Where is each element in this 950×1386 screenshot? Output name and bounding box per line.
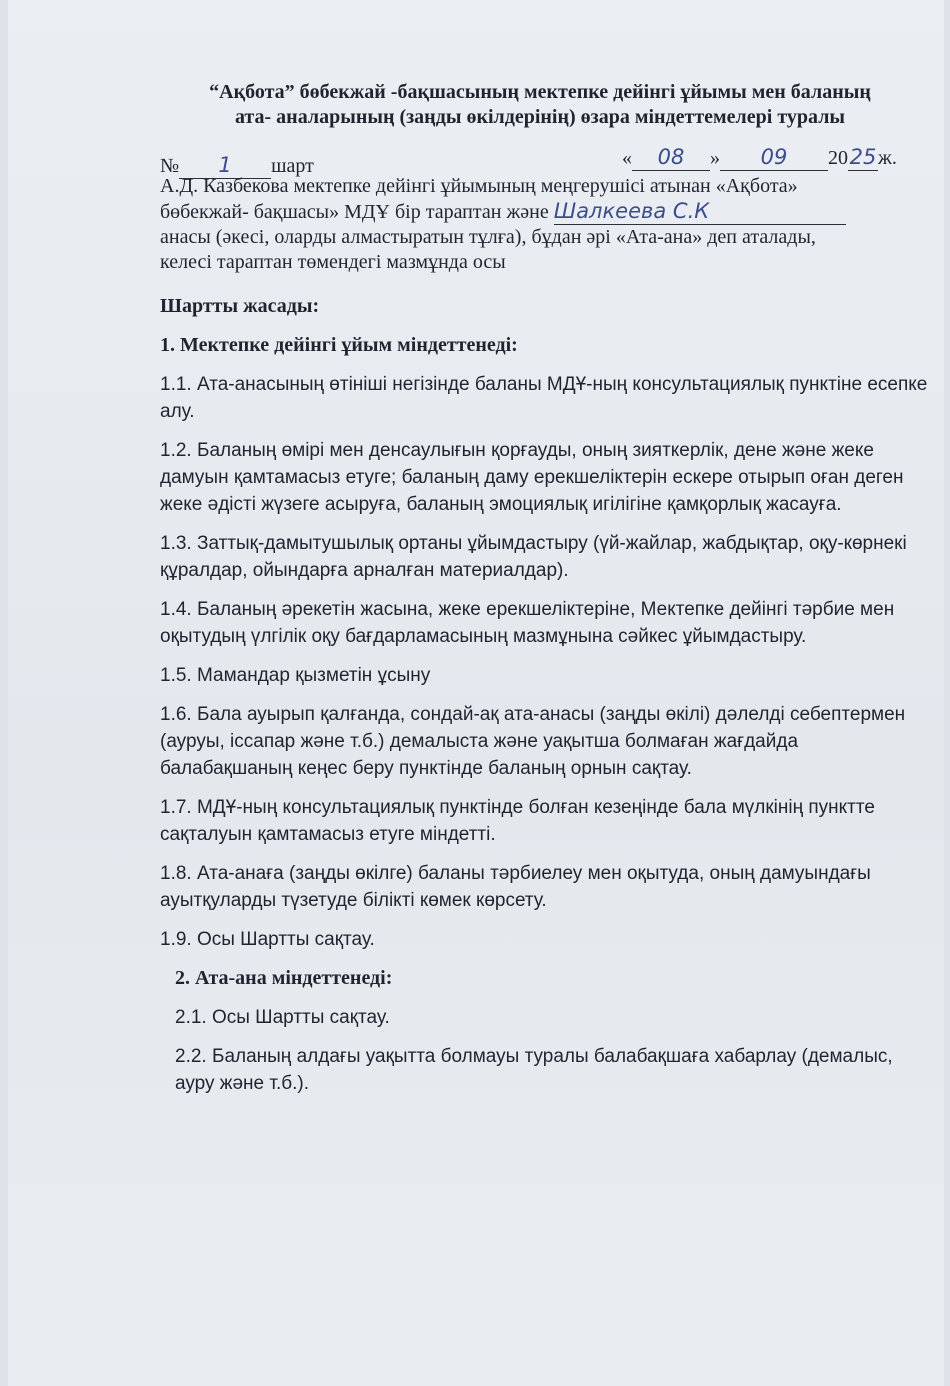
section-1-item-3: 1.3. Заттық-дамытушылық ортаны ұйымдастыру (үй-жайлар, жабдықтар, оқу-көрнекі құралдар, ойындарға арналған материалдар). [160, 533, 907, 581]
title-line-2: ата- аналарының (заңды өкілдерінің) өзара міндеттемелері туралы [234, 106, 846, 128]
title-line-1: “Ақбота” бөбекжай -бақшасының мектепке дейінгі ұйымы мен баланың [209, 81, 871, 103]
section-1-item-7: 1.7. МДҰ-ның консультациялық пунктінде болған кезеңінде бала мүлкінің пунктте сақталуын қамтамасыз етуге міндетті. [160, 797, 875, 845]
section-1-item-4: 1.4. Баланың әрекетін жасына, жеке ерекшеліктеріне, Мектепке дейінгі тәрбие мен оқытудың үлгілік оқу бағдарламасының мазмұнына сәйкес ұйымдастыру. [160, 599, 895, 647]
contract-date [622, 145, 897, 171]
date-year-word: ж. [878, 147, 897, 169]
date-quote-close: » [710, 147, 720, 169]
intro-line-4: келесі тараптан төмендегі мазмұнда осы [160, 251, 506, 273]
section-1-item-6: 1.6. Бала ауырып қалғанда, сондай-ақ ата-анасы (заңды өкілі) дәлелді себептермен (ауруы, іссапар және т.б.) демалыста және уақытша болмаған жағдайда балабақшаның кеңес беру пунктінде баланың орнын сақтау. [160, 704, 906, 779]
contract-word: шарт [271, 155, 314, 177]
section-1-item-5: 1.5. Мамандар қызметін ұсыну [160, 665, 431, 686]
agreement-heading: Шартты жасады: [160, 295, 320, 317]
intro-line-2-text: бөбекжай- бақшасы» МДҰ бір тараптан және [160, 201, 549, 223]
section-1-item-1: 1.1. Ата-анасының өтініші негізінде баланы МДҰ-ның консультациялық пунктіне есепке алу. [160, 374, 928, 422]
contract-number-value: 1 [179, 153, 271, 179]
document-title [150, 80, 930, 130]
date-year-prefix: 20 [828, 147, 848, 169]
section-1-item-9: 1.9. Осы Шартты сақтау. [160, 929, 375, 950]
date-month: 09 [720, 145, 828, 171]
date-quote-open: « [622, 147, 632, 169]
intro-line-2 [160, 199, 935, 225]
section-2-item-1: 2.1. Осы Шартты сақтау. [175, 1007, 390, 1028]
intro-line-1: А.Д. Казбекова мектепке дейінгі ұйымының меңгерушісі атынан «Ақбота» [160, 175, 798, 197]
section-1-item-8: 1.8. Ата-анаға (заңды өкілге) баланы тәрбиелеу мен оқытуда, оның дамуындағы ауытқуларды түзетуде білікті көмек көрсету. [160, 863, 871, 911]
section-2-item-2: 2.2. Баланың алдағы уақытта болмауы туралы балабақшаға хабарлау (демалыс, ауру және т.б.). [175, 1046, 893, 1094]
section-1-heading: 1. Мектепке дейінгі ұйым міндеттенеді: [160, 334, 518, 356]
date-day: 08 [632, 145, 710, 171]
section-1-item-2: 1.2. Баланың өмірі мен денсаулығын қорғауды, оның зияткерлік, дене және жеке дамуын қамтамасыз етуге; баланың даму ерекшеліктерін ескере отырып оған деген жеке әдісті жүзеге асыруға, баланың эмоциялық игілігіне қамқорлық жасауға. [160, 440, 904, 515]
intro-paragraph [160, 174, 935, 275]
number-prefix: № [160, 155, 180, 177]
section-2-heading: 2. Ата-ана міндеттенеді: [175, 967, 393, 989]
parent-name-handwritten: Шалкеева С.К [554, 199, 846, 225]
document-body [160, 174, 935, 1109]
date-year-suffix: 25 [849, 145, 877, 169]
intro-line-3: анасы (әкесі, оларды алмастыратын тұлға), бұдан әрі «Ата-ана» деп аталады, [160, 226, 816, 248]
